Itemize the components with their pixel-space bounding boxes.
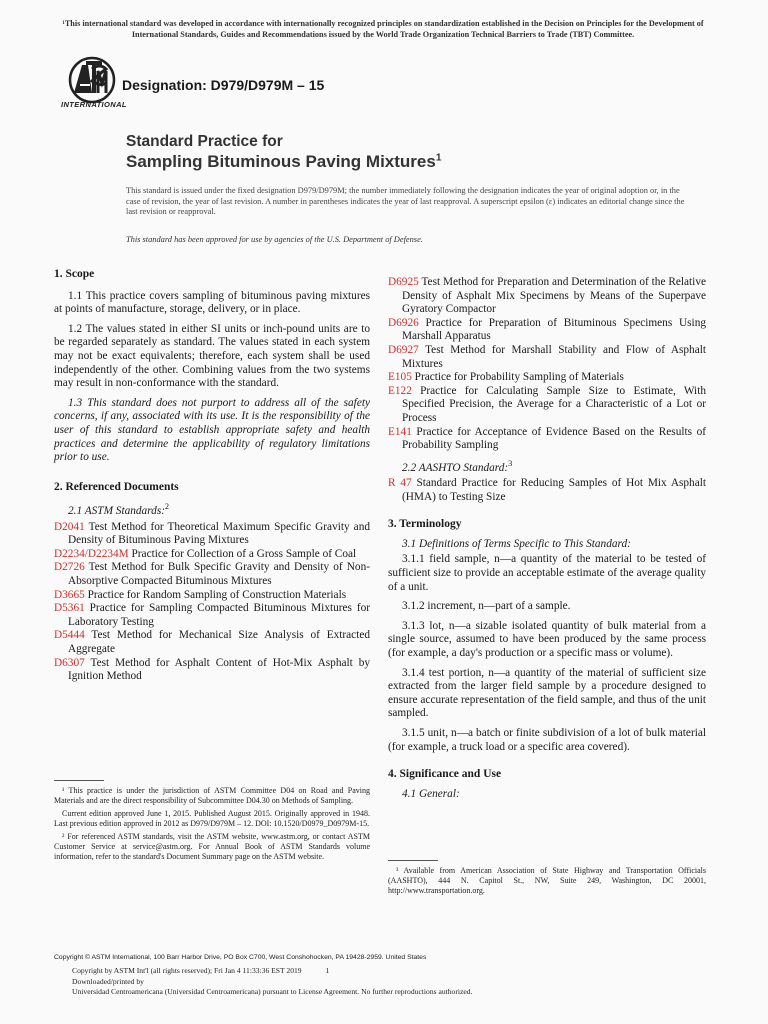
- footnote-rule: [54, 780, 104, 781]
- section-1-heading: 1. Scope: [54, 268, 95, 280]
- download-line-1: [72, 966, 712, 977]
- reference-title: Practice for Random Sampling of Construction Materials: [84, 588, 347, 601]
- reference-code[interactable]: D2234/D2234M: [54, 547, 129, 560]
- reference-title: Test Method for Theoretical Maximum Specific Gravity and Density of Bituminous Paving Mixtures: [68, 520, 370, 547]
- reference-title: Test Method for Bulk Specific Gravity and Density of Non-Absorptive Compacted Bituminous Mixtures: [68, 561, 370, 588]
- para-3-1: 3.1 Definitions of Terms Specific to This Standard:: [402, 537, 631, 550]
- reference-code[interactable]: D6307: [54, 656, 85, 669]
- title-line-1: Standard Practice for: [126, 133, 283, 150]
- reference-item: [54, 521, 370, 548]
- reference-title: Test Method for Asphalt Content of Hot-Mix Asphalt by Ignition Method: [68, 656, 370, 683]
- reference-code[interactable]: E105: [388, 371, 412, 384]
- reference-item: [388, 426, 706, 453]
- section-2-heading: 2. Referenced Documents: [54, 480, 179, 493]
- reference-title: Test Method for Mechanical Size Analysis of Extracted Aggregate: [68, 629, 370, 656]
- issued-notice: This standard is issued under the fixed designation D979/D979M; the number immediately following the designation indicates the year of original adoption or, in the case of revision, the year of last revision. A number in parentheses indicates the year of last reapproval. A superscript epsilon (ε) indicates an editorial change since the last revision or reapproval.: [126, 186, 685, 217]
- reference-item: [388, 317, 706, 344]
- reference-code[interactable]: D3665: [54, 588, 85, 601]
- reference-item: [54, 589, 370, 603]
- reference-item: [388, 344, 706, 371]
- para-1-1: 1.1 This practice covers sampling of bituminous paving mixtures at points of manufacture, storage, delivery, or in place.: [54, 289, 370, 316]
- para-1-3: 1.3 This standard does not purport to address all of the safety concerns, if any, associated with its use. It is the responsibility of the user of this standard to establish appropriate safety and health practices and determine the applicability of regulatory limitations prior to use.: [54, 396, 370, 464]
- footnote-1: ¹ This practice is under the jurisdiction of ASTM Committee D04 on Road and Paving Materials and are the direct responsibility of Subcommittee D04.30 on Methods of Sampling.: [54, 786, 370, 805]
- reference-code[interactable]: D6927: [388, 343, 419, 356]
- reference-title: Standard Practice for Reducing Samples of Hot Mix Asphalt (HMA) to Testing Size: [402, 477, 706, 503]
- designation: Designation: D979/D979M – 15: [122, 77, 325, 93]
- reference-title: Practice for Acceptance of Evidence Based on the Results of Probability Sampling: [402, 425, 706, 452]
- reference-title: Practice for Calculating Sample Size to Estimate, With Specified Precision, the Average for a Characteristic of a Lot or Process: [402, 384, 706, 424]
- reference-item: [54, 548, 370, 562]
- reference-item: [54, 629, 370, 656]
- download-line-3: Universidad Centroamericana (Universidad Centroamericana) pursuant to License Agreement. No further reproductions authorized.: [72, 987, 473, 996]
- footnote-1b: Current edition approved June 1, 2015. Published August 2015. Originally approved in 1948. Last previous edition approved in 2012 as D979/D979M – 12. DOI: 10.1520/D0979_D0979M-15.: [54, 809, 370, 828]
- copyright-line: Copyright © ASTM International, 100 Barr Harbor Drive, PO Box C700, West Conshohocken, PA 19428-2959. United States: [54, 954, 427, 961]
- para-3-1-3: 3.1.3 lot, n—a sizable isolated quantity of bulk material from a single source, assumed to have been produced by the same process (for example, a day's production or a specific mass or volume).: [388, 619, 706, 660]
- download-date: Copyright by ASTM Int'l (all rights reserved); Fri Jan 4 11:33:36 EST 2019: [72, 966, 302, 975]
- para-4-1: 4.1 General:: [402, 787, 460, 800]
- reference-item: [54, 602, 370, 629]
- reference-title: Practice for Preparation of Bituminous Specimens Using Marshall Apparatus: [402, 316, 706, 343]
- para-1-2: 1.2 The values stated in either SI units or inch-pound units are to be regarded separately as standard. The values stated in each system may not be exact equivalents; therefore, each system shall be used independently of the other. Combining values from the two systems may result in non-conformance with the standard.: [54, 322, 370, 390]
- reference-item: [388, 371, 706, 385]
- astm-logo-icon: [62, 55, 122, 105]
- para-3-1-1: 3.1.1 field sample, n—a quantity of the material to be tested of sufficient size to provide an acceptable estimate of the average quality of a unit.: [388, 553, 706, 593]
- astm-footnote-mark: 2: [164, 502, 169, 512]
- reference-code[interactable]: E122: [388, 384, 412, 397]
- reference-title: Test Method for Marshall Stability and Flow of Asphalt Mixtures: [402, 343, 706, 370]
- reference-code[interactable]: D2041: [54, 520, 85, 533]
- reference-code[interactable]: D2726: [54, 561, 85, 574]
- reference-code[interactable]: D6925: [388, 276, 419, 288]
- left-reference-list: [54, 521, 370, 684]
- reference-title: Test Method for Preparation and Determination of the Relative Density of Asphalt Mix Specimens by Means of the Superpave Gyratory Compactor: [402, 276, 706, 316]
- title-line-2: [126, 152, 441, 172]
- reference-code[interactable]: R 47: [388, 477, 412, 490]
- reference-item: [388, 276, 706, 317]
- reference-title: Practice for Sampling Compacted Bituminous Mixtures for Laboratory Testing: [68, 602, 370, 628]
- para-3-1-4: 3.1.4 test portion, n—a quantity of the material of sufficient size extracted from the larger field sample by a procedure designed to ensure accurate representation of the field sample, and thus of the unit sampled.: [388, 666, 706, 720]
- aashto-text: 2.2 AASHTO Standard:: [402, 461, 509, 474]
- right-footnotes: [388, 860, 706, 896]
- reference-item: [54, 657, 370, 684]
- astm-standards-label: [54, 500, 370, 518]
- reference-item: [388, 385, 706, 426]
- section-3-heading: 3. Terminology: [388, 518, 462, 531]
- right-column: [388, 276, 706, 801]
- download-stamp: [72, 966, 712, 998]
- download-line-2: Downloaded/printed by: [72, 976, 144, 986]
- logo-wordmark: INTERNATIONAL: [61, 100, 127, 109]
- para-3-1-5: 3.1.5 unit, n—a batch or finite subdivision of a lot of bulk material (for example, a truck load or a specific area covered).: [388, 726, 706, 753]
- aashto-footnote-mark: 3: [508, 458, 513, 468]
- title-footnote-mark: 1: [435, 152, 442, 164]
- dod-approval: This standard has been approved for use by agencies of the U.S. Department of Defense.: [126, 235, 423, 244]
- page-number: 1: [325, 966, 330, 975]
- reference-item: [54, 561, 370, 588]
- reference-code[interactable]: E141: [388, 425, 412, 438]
- reference-r47: [388, 477, 706, 504]
- title-text: Sampling Bituminous Paving Mixtures: [126, 152, 436, 171]
- reference-title: Practice for Collection of a Gross Sample of Coal: [128, 547, 357, 560]
- left-footnotes: [54, 780, 370, 862]
- footnote-3: ³ Available from American Association of State Highway and Transportation Officials (AASHTO), 444 N. Capitol St., NW, Suite 249, Washington, DC 20001, http://www.transportation.org.: [388, 866, 706, 895]
- aashto-label: [388, 457, 706, 475]
- reference-code[interactable]: D6926: [388, 316, 419, 329]
- right-reference-list: [388, 276, 706, 453]
- footnote-2: ² For referenced ASTM standards, visit the ASTM website, www.astm.org, or contact ASTM Customer Service at service@astm.org. For Annual Book of ASTM Standards volume information, refer to the standard's Document Summary page on the ASTM website.: [54, 832, 370, 861]
- section-4-heading: 4. Significance and Use: [388, 768, 502, 781]
- reference-code[interactable]: D5444: [54, 629, 85, 642]
- issuance-note: ¹This international standard was developed in accordance with internationally recognized principles on standardization established in the Decision on Principles for the Development of International Standards, Guides and Recommendations issued by the World Trade Organization Technical Barriers to Trade (TBT) Committee.: [62, 19, 704, 39]
- reference-code[interactable]: D5361: [54, 602, 85, 615]
- left-column: [54, 268, 370, 684]
- reference-title: Practice for Probability Sampling of Materials: [411, 371, 624, 384]
- footnote-rule: [388, 860, 438, 861]
- para-3-1-2: 3.1.2 increment, n—part of a sample.: [402, 600, 571, 613]
- astm-standards-text: 2.1 ASTM Standards:: [68, 505, 165, 518]
